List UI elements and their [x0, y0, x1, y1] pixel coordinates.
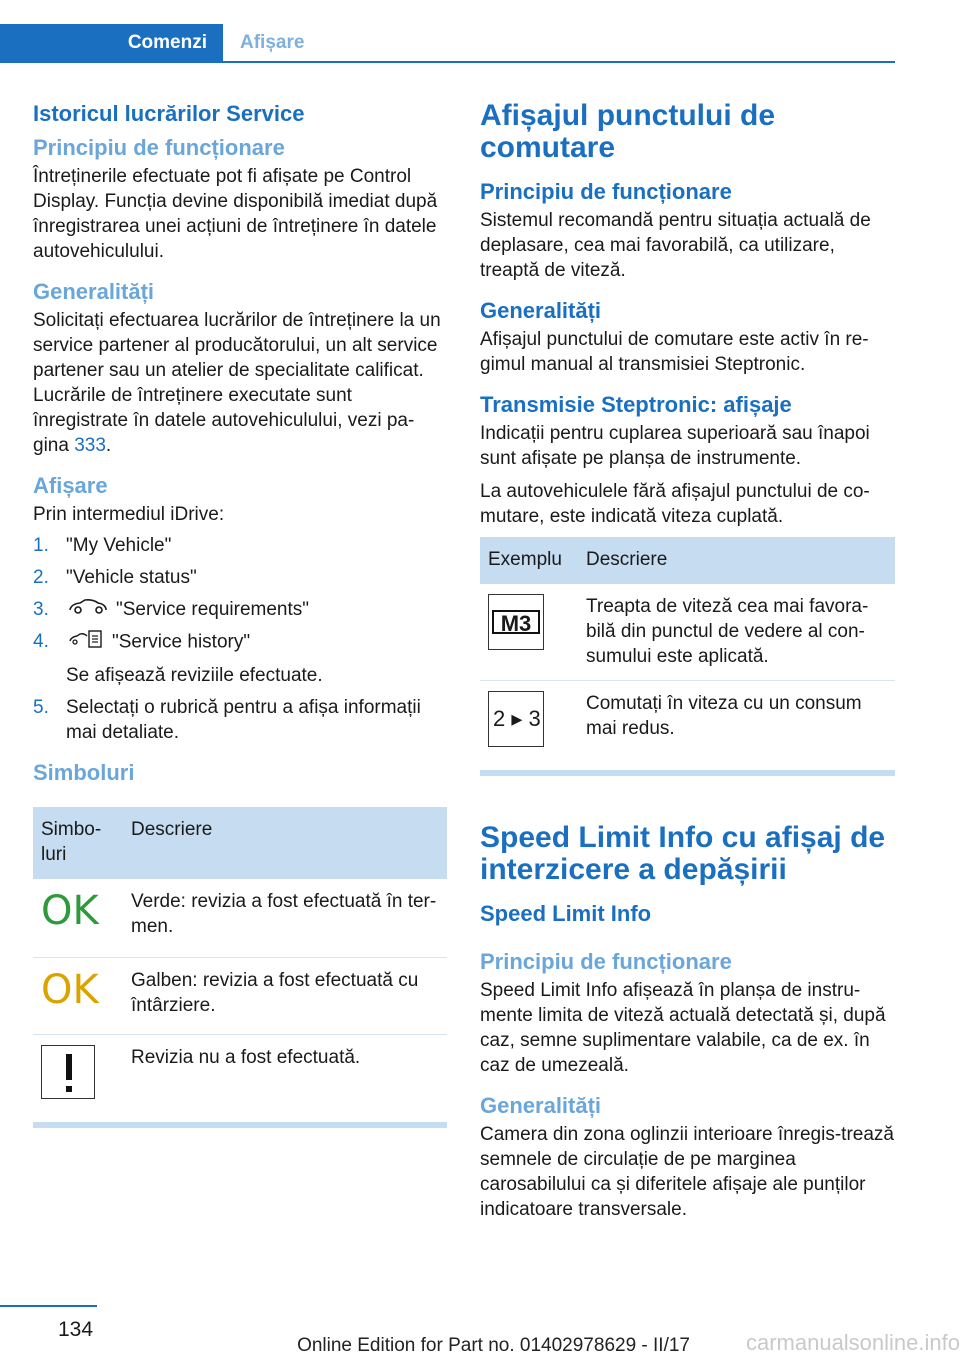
- paragraph-general-right: Afișajul punctului de comutare este activ în re-gimul manual al transmisiei Steptronic.: [480, 329, 869, 375]
- subtitle-general-speed: Generalități: [480, 1093, 602, 1118]
- list-item: 4. "Service history" Se afișează reviziile efectuate.: [33, 629, 447, 688]
- table-row: M3 Treapta de viteză cea mai favora-bilă din punctul de vedere al con-sumului este aplicată.: [480, 584, 895, 681]
- table-end-bar-right: [480, 770, 895, 776]
- example-table: [480, 537, 895, 764]
- paragraph-idrive: Prin intermediul iDrive:: [33, 504, 225, 525]
- title-speed-limit: Speed Limit Info cu afișaj de interzicere a depășirii: [480, 821, 886, 886]
- paragraph-camera: Camera din zona oglinzii interioare înregis-trează semnele de circulație de pe marginea carosabilului ca și diferitele afișaje ale punților indicatoare transversale.: [480, 1124, 894, 1220]
- table-row: Revizia nu a fost efectuată.: [33, 1035, 447, 1117]
- paragraph-speed-limit: Speed Limit Info afișează în planșa de instru-mente limita de viteză actuală detectată și, după caz, semne suplimentare valabile, ca de ex. în caz de umezeală.: [480, 980, 886, 1076]
- list-item: 5. Selectați o rubrică pentru a afișa informații mai detaliate.: [33, 697, 421, 744]
- edition-text: Online Edition for Part no. 01402978629 - II/17: [297, 1335, 690, 1356]
- subtitle-general-right: Generalități: [480, 298, 602, 323]
- shift-up-icon: 2 ▸ 3: [488, 691, 544, 747]
- table-header-description: Descriere: [123, 807, 447, 879]
- list-item: 2. "Vehicle status": [33, 567, 197, 588]
- watermark: carmanualsonline.info: [745, 1330, 960, 1355]
- subtitle-steptronic: Transmisie Steptronic: afișaje: [480, 392, 792, 417]
- table-row: OK Galben: revizia a fost efectuată cu întârziere.: [33, 958, 447, 1035]
- left-column: [33, 100, 447, 1128]
- table-header-example: Exemplu: [480, 537, 578, 584]
- table-header-symbol: Simbo-luri: [33, 807, 123, 879]
- subtitle-symbols: Simboluri: [33, 760, 135, 786]
- ok-yellow-icon: OK: [41, 967, 99, 1014]
- gear-m3-icon: M3: [488, 594, 544, 650]
- subtitle-principle-right: Principiu de funcționare: [480, 179, 732, 204]
- list-item: 3. "Service requirements": [33, 597, 447, 622]
- paragraph-steptronic-1: Indicații pentru cuplarea superioară sau înapoi sunt afișate pe planșa de instrumente.: [480, 423, 870, 469]
- table-header-description-right: Descriere: [578, 537, 895, 584]
- service-history-icon: [68, 629, 104, 656]
- paragraph-steptronic-2: La autovehiculele fără afișajul punctului de co-mutare, este indicată viteza cuplată.: [480, 481, 870, 527]
- paragraph-general: Solicitați efectuarea lucrărilor de întreținere la un service partener al producătorului, un alt service partener sau un atelier de specialitate calificat. Lucrările de întreținere executate sunt înregistrate în datele autovehiculului, vezi pa-gina 333.: [33, 310, 441, 456]
- table-row: 2 ▸ 3 Comutați în viteza cu un consum mai redus.: [480, 681, 895, 765]
- subtitle-principle: Principiu de funcționare: [33, 135, 285, 160]
- table-end-bar: [33, 1122, 447, 1128]
- steps-list: [33, 533, 447, 745]
- right-column: [480, 100, 895, 1230]
- header-tabs: [0, 24, 895, 63]
- subtitle-display: Afișare: [33, 473, 108, 498]
- title-shift-point: Afișajul punctului de comutare: [480, 99, 776, 164]
- section-title-service-history: Istoricul lucrărilor Service: [33, 101, 305, 126]
- car-icon: [68, 597, 108, 622]
- table-row: OK Verde: revizia a fost efectuată în ter-men.: [33, 879, 447, 958]
- tab-comenzi[interactable]: Comenzi: [0, 24, 223, 61]
- symbols-table: [33, 807, 447, 1116]
- step-note: Se afișează reviziile efectuate.: [66, 665, 323, 687]
- page-link[interactable]: 333: [74, 435, 106, 456]
- ok-green-icon: OK: [41, 888, 99, 935]
- warning-exclamation-icon: [41, 1045, 95, 1099]
- subtitle-principle-speed: Principiu de funcționare: [480, 949, 732, 974]
- paragraph-principle-right: Sistemul recomandă pentru situația actuală de deplasare, cea mai favorabilă, ca utilizare, treaptă de viteză.: [480, 210, 871, 281]
- subtitle-speed-limit-info: Speed Limit Info: [480, 901, 652, 926]
- tab-afisare[interactable]: Afișare: [240, 32, 305, 53]
- footer-line: [0, 1305, 97, 1307]
- page-number: 134: [58, 1318, 94, 1341]
- list-item: 1. "My Vehicle": [33, 535, 172, 556]
- subtitle-general: Generalități: [33, 279, 155, 304]
- paragraph-principle: Întreținerile efectuate pot fi afișate pe Control Display. Funcția devine disponibilă imediat după înregistrarea unei acțiuni de întreținere în datele autovehiculului.: [33, 166, 438, 262]
